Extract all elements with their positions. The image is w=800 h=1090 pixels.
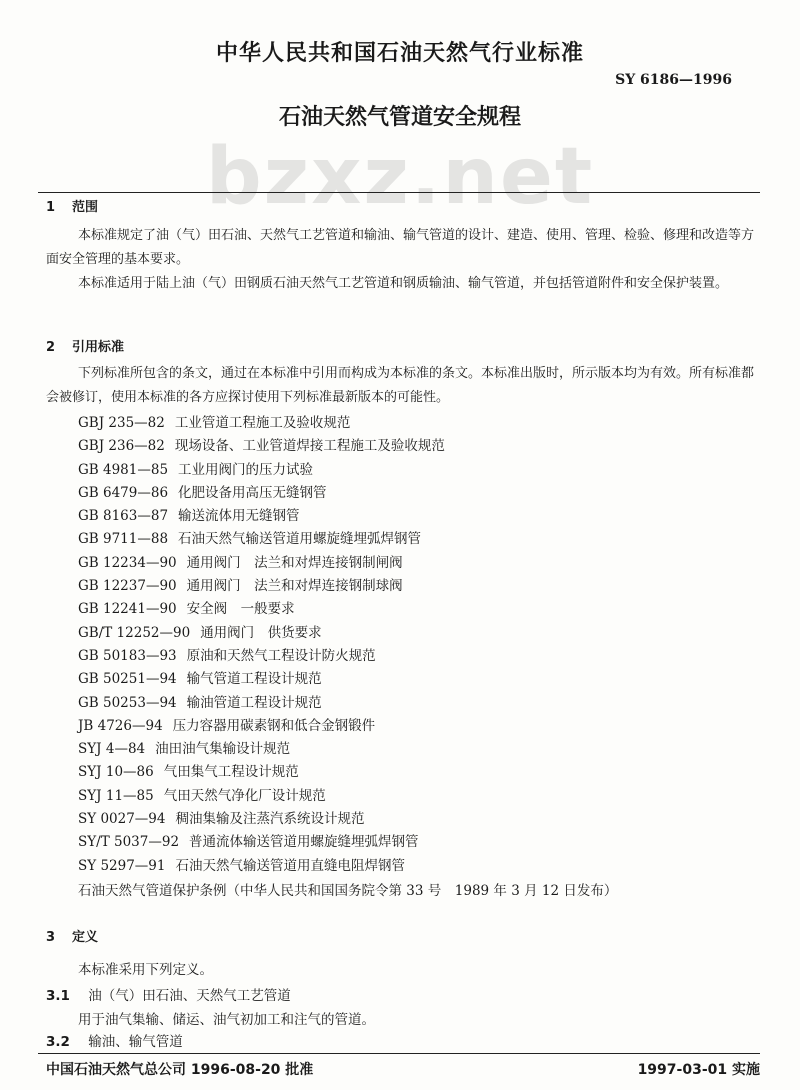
reference-name: 压力容器用碳素钢和低合金钢锻件 [172,717,376,734]
reference-name: 通用阀门 法兰和对焊连接钢制闸阀 [186,554,403,571]
section-number: 1 [46,200,56,215]
reference-code: GB 50183—93 [78,647,177,664]
list-item [78,668,445,691]
reference-code: SYJ 10—86 [78,764,154,781]
section-title: 范围 [72,200,99,215]
reference-code: GB/T 12252—90 [78,624,191,641]
list-item [78,598,445,621]
reference-name: 现场设备、工业管道焊接工程施工及验收规范 [174,438,445,455]
section-number: 2 [46,340,56,355]
list-item [78,505,445,528]
watermark: bzxz.net [205,132,595,222]
definition-term: 输油、输气管道 [88,1034,183,1050]
scope-paragraph-2: 本标准适用于陆上油（气）田钢质石油天然气工艺管道和钢质输油、输气管道，并包括管道附件和安全保护装置。 [78,276,729,291]
reference-code: GBJ 236—82 [78,438,165,455]
references-intro: 下列标准所包含的条文，通过在本标准中引用而构成为本标准的条文。本标准出版时，所示版本均为有效。所有标准都会被修订，使用本标准的各方应探讨使用下列标准最新版本的可能性。 [46,366,755,405]
reference-name: 普通流体输送管道用螺旋缝埋弧焊钢管 [189,834,419,851]
reference-code: GB 8163—87 [78,508,169,525]
effective-date: 1997-03-01 实施 [637,1062,760,1078]
reference-regulation: 石油天然气管道保护条例（中华人民共和国国务院令第 33 号 1989 年 3 月 12 日发布） [78,883,618,899]
reference-code: SYJ 11—85 [78,787,154,804]
list-item [78,808,445,831]
reference-name: 工业用阀门的压力试验 [178,461,314,478]
reference-name: 气田天然气净化厂设计规范 [163,787,326,804]
reference-code: GB 12241—90 [78,601,177,618]
definition-3-2 [46,1030,183,1050]
reference-name: 石油天然气输送管道用螺旋缝埋弧焊钢管 [178,531,422,548]
list-item [78,761,445,784]
list-item [78,528,445,551]
definitions-intro: 本标准采用下列定义。 [78,962,213,978]
list-item [78,459,445,482]
reference-name: 输油管道工程设计规范 [186,694,322,711]
reference-code: GB 50253—94 [78,694,177,711]
list-item [78,738,445,761]
section-title: 引用标准 [72,340,125,355]
list-item [78,715,445,738]
reference-code: SY 5297—91 [78,857,166,874]
list-item [78,622,445,645]
reference-code: SY/T 5037—92 [78,834,180,851]
section-title: 定义 [72,930,99,945]
list-item [78,412,445,435]
approval-line: 中国石油天然气总公司 1996-08-20 批准 [46,1062,314,1078]
reference-name: 安全阀 一般要求 [186,601,295,618]
section-1-heading [46,196,98,215]
section-3-heading [46,926,98,945]
reference-code: GB 4981—85 [78,461,169,478]
list-item [78,831,445,854]
reference-name: 输送流体用无缝钢管 [178,508,300,525]
reference-name: 油田油气集输设计规范 [155,741,291,758]
reference-code: GB 12237—90 [78,578,177,595]
list-item [78,785,445,808]
reference-code: GB 9711—88 [78,531,169,548]
reference-code: GB 6479—86 [78,484,169,501]
definition-term: 油（气）田石油、天然气工艺管道 [88,988,291,1004]
issuing-agency: 中华人民共和国石油天然气行业标准 [215,41,584,66]
clause-number: 3.1 [46,988,70,1004]
reference-name: 化肥设备用高压无缝钢管 [178,484,327,501]
reference-code: GB 50251—94 [78,671,177,688]
reference-name: 原油和天然气工程设计防火规范 [186,647,376,664]
list-item [78,435,445,458]
reference-code: JB 4726—94 [78,717,163,734]
reference-name: 石油天然气输送管道用直缝电阻焊钢管 [175,857,405,874]
document-title: 石油天然气管道安全规程 [278,105,521,130]
standard-number: SY 6186—1996 [615,72,732,88]
reference-name: 稠油集输及注蒸汽系统设计规范 [175,811,365,828]
reference-name: 通用阀门 供货要求 [200,624,322,641]
scope-paragraph-1: 本标准规定了油（气）田石油、天然气工艺管道和输油、输气管道的设计、建造、使用、管理、检验、修理和改造等方面安全管理的基本要求。 [46,228,755,267]
list-item [78,482,445,505]
list-item [78,575,445,598]
reference-list [78,412,445,878]
header-divider [38,192,760,193]
reference-code: GBJ 235—82 [78,415,165,431]
reference-name: 气田集气工程设计规范 [163,764,299,781]
list-item [78,552,445,575]
list-item [78,692,445,715]
section-2-heading [46,336,124,355]
list-item [78,855,445,878]
section-number: 3 [46,930,56,945]
footer-divider [38,1053,760,1054]
reference-name: 工业管道工程施工及验收规范 [174,415,351,431]
reference-code: SY 0027—94 [78,811,166,828]
definition-3-1-description: 用于油气集输、储运、油气初加工和注气的管道。 [78,1012,375,1028]
list-item [78,645,445,668]
definition-3-1 [46,984,291,1004]
reference-name: 通用阀门 法兰和对焊连接钢制球阀 [186,578,403,595]
reference-code: SYJ 4—84 [78,741,146,758]
clause-number: 3.2 [46,1034,70,1050]
reference-name: 输气管道工程设计规范 [186,671,322,688]
reference-code: GB 12234—90 [78,554,177,571]
